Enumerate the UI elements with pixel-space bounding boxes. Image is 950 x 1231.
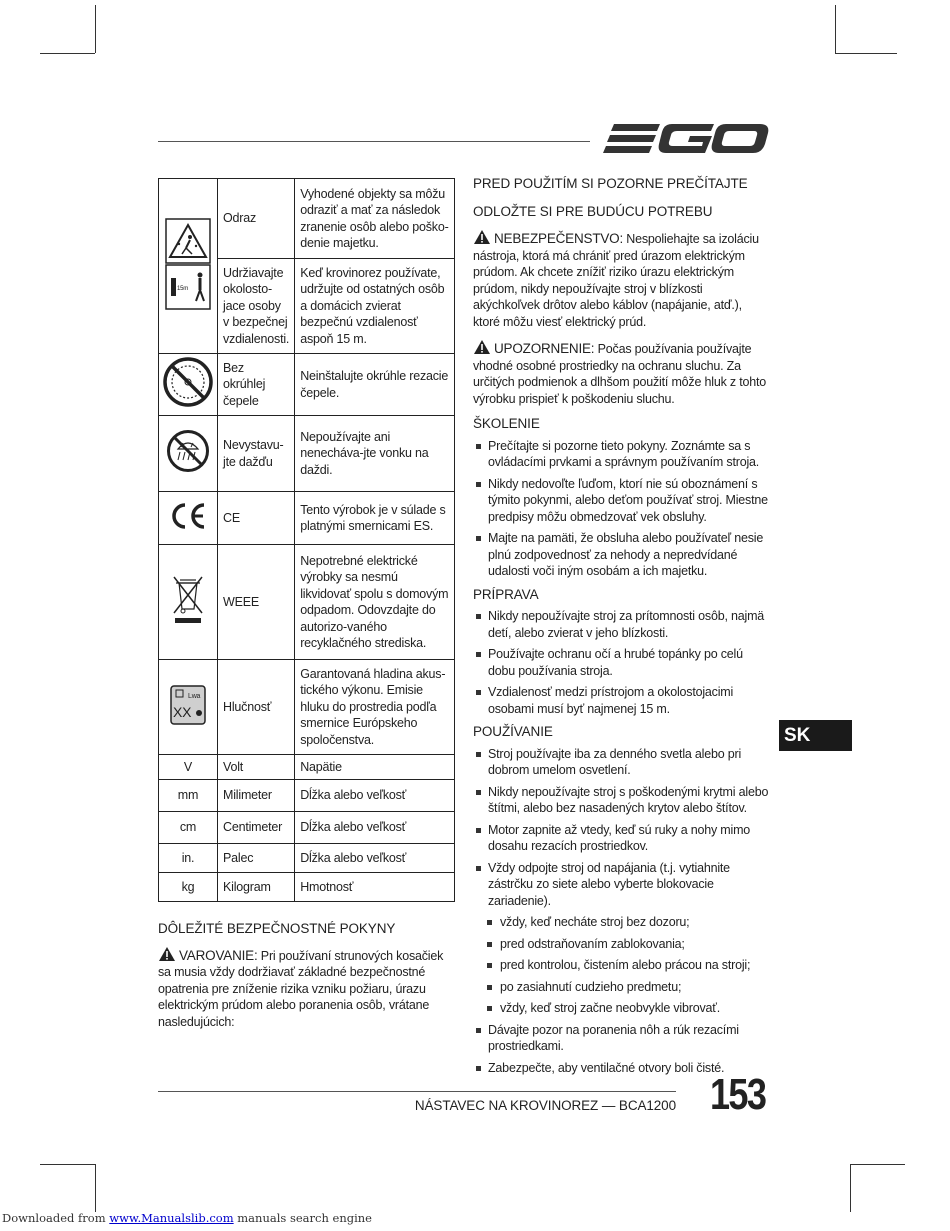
unit-symbol: mm (159, 780, 218, 812)
preparation-heading: PRÍPRAVA (473, 586, 539, 602)
table-row (159, 780, 455, 812)
list-item: Stroj používajte iba za denného svetla alebo pri dobrom umelom osvetlení. (473, 746, 770, 779)
unit-name: Centimeter (218, 812, 295, 844)
caution-text: Počas používania používajte vhodné osobné prostriedky na ochranu sluchu. Za určitých podmienok a dlhšom použití môže hluk z tohto výrobku prispieť k poškodeniu sluchu. (473, 342, 767, 406)
crop-mark (835, 53, 897, 54)
row-name: Udržiavajte okolosto-jace osoby v bezpečnej vzdialenosti. (218, 259, 295, 354)
list-item: Nikdy nepoužívajte stroj za prítomnosti osôb, najmä detí, alebo zvierat v jeho blízkosti. (473, 608, 770, 641)
unit-symbol: cm (159, 812, 218, 844)
manualslib-link[interactable]: www.Manualslib.com (109, 1211, 234, 1225)
row-name: Odraz (218, 179, 295, 259)
warning-label: VAROVANIE: (179, 947, 258, 963)
ce-mark-icon (168, 501, 208, 531)
crop-mark (95, 1164, 96, 1212)
unit-name: Volt (218, 755, 295, 780)
icon-cell (159, 660, 218, 755)
crop-mark (850, 1164, 905, 1165)
row-name: Bez okrúhlej čepele (218, 354, 295, 416)
safety-heading: DÔLEŽITÉ BEZPEČNOSTNÉ POKYNY (158, 921, 396, 936)
page-number: 153 (710, 1070, 766, 1119)
icon-cell (159, 354, 218, 416)
list-item: Vždy odpojte stroj od napájania (t.j. vytiahnite zástrčku zo siete alebo vyberte blokovacie zariadenie). (473, 860, 770, 910)
list-item: pred kontrolou, čistením alebo prácou na stroji; (473, 957, 770, 974)
row-desc: Tento výrobok je v súlade s platnými smernicami ES. (295, 492, 455, 545)
unit-symbol: kg (159, 873, 218, 902)
table-row (159, 545, 455, 660)
download-prefix: Downloaded from (2, 1211, 110, 1225)
weee-bin-icon (170, 575, 206, 625)
danger-triangle-icon (473, 229, 491, 245)
footer-rule (158, 1091, 676, 1092)
caution-triangle-icon (473, 339, 491, 355)
usage-sublist (473, 914, 770, 1017)
table-row (159, 844, 455, 873)
svg-text:15m: 15m (177, 285, 189, 292)
list-item: Motor zapnite až vtedy, keď sú ruky a nohy mimo dosahu rezacích prostriedkov. (473, 822, 770, 855)
row-desc: Keď krovinorez používate, udržujte od ostatných osôb a domácich zvierat bezpečnú vzdialenosť aspoň 15 m. (295, 259, 455, 354)
icon-cell (159, 545, 218, 660)
list-item: pred odstraňovaním zablokovania; (473, 936, 770, 953)
usage-list (473, 746, 770, 910)
unit-name: Milimeter (218, 780, 295, 812)
table-row (159, 873, 455, 902)
list-item: Vzdialenosť medzi prístrojom a okolostojacimi osobami musí byť najmenej 15 m. (473, 684, 770, 717)
symbols-table (158, 178, 455, 902)
crop-mark (850, 1164, 851, 1212)
list-item: Majte na pamäti, že obsluha alebo používateľ nesie plnú zodpovednosť za nehody a nepredvídané udalosti voči iným osobám a ich majetku. (473, 530, 770, 580)
crop-mark (40, 53, 95, 54)
crop-mark (40, 1164, 95, 1165)
row-name: CE (218, 492, 295, 545)
svg-text:XX: XX (173, 703, 192, 720)
usage-list-continued (473, 1022, 770, 1077)
svg-text:Lwa: Lwa (188, 692, 201, 700)
list-item: vždy, keď stroj začne neobvykle vibrovať. (473, 1000, 770, 1017)
list-item: Používajte ochranu očí a hrubé topánky po celú dobu používania stroja. (473, 646, 770, 679)
row-name: WEEE (218, 545, 295, 660)
row-desc: Garantovaná hladina akus-tického výkonu. Emisie hluku do prostredia podľa smernice Európskeho spoločenstva. (295, 660, 455, 755)
unit-name: Palec (218, 844, 295, 873)
caution-label: UPOZORNENIE: (494, 341, 595, 356)
warning-triangle-icon (158, 946, 176, 962)
language-tab: SK (779, 720, 852, 751)
unit-desc: Dĺžka alebo veľkosť (295, 844, 455, 873)
icon-cell (159, 492, 218, 545)
no-circular-blades-icon (162, 356, 214, 408)
right-column (473, 176, 770, 1081)
training-list (473, 438, 770, 580)
list-item: Prečítajte si pozorne tieto pokyny. Zoznámte sa s ovládacími prvkami a správnym používaním stroja. (473, 438, 770, 471)
thrown-objects-icon (165, 218, 211, 310)
table-row (159, 179, 455, 259)
icon-cell (159, 179, 218, 354)
unit-symbol: in. (159, 844, 218, 873)
unit-desc: Dĺžka alebo veľkosť (295, 780, 455, 812)
safety-instructions (158, 921, 455, 1030)
caution-paragraph (473, 339, 770, 407)
table-row (159, 755, 455, 780)
list-item: Nikdy nedovoľte ľuďom, ktorí nie sú oboznámení s týmito pokynmi, alebo deťom používať stroj. Miestne predpisy môžu obmedzovať vek obsluhy. (473, 476, 770, 526)
footer-title: NÁSTAVEC NA KROVINOREZ — BCA1200 (414, 1098, 676, 1113)
warning-text: Pri používaní strunových kosačiek sa musia vždy dodržiavať základné bezpečnostné opatrenia pre zníženie rizika vzniku požiaru, úrazu elektrickým prúdom alebo poranenia osôb, vrátane nasledujúcich: (158, 948, 444, 1029)
preparation-list (473, 608, 770, 717)
download-suffix: manuals search engine (233, 1211, 372, 1225)
header-rule (158, 141, 590, 142)
noise-level-icon (170, 685, 206, 725)
unit-desc: Dĺžka alebo veľkosť (295, 812, 455, 844)
read-before-use-heading: PRED POUŽITÍM SI POZORNE PREČÍTAJTE (473, 176, 748, 191)
list-item: Nikdy nepoužívajte stroj s poškodenými krytmi alebo štítmi, alebo bez nasadených krytov alebo štítov. (473, 784, 770, 817)
unit-symbol: V (159, 755, 218, 780)
warning-paragraph (158, 946, 455, 1031)
unit-desc: Napätie (295, 755, 455, 780)
save-instructions-heading: ODLOŽTE SI PRE BUDÚCU POTREBU (473, 203, 713, 219)
download-notice (2, 1211, 372, 1225)
row-name: Nevystavu-jte dažďu (218, 416, 295, 492)
row-desc: Nepotrebné elektrické výrobky sa nesmú likvidovať spolu s domovým odpadom. Odovzdajte do autorizo-vaného recyklačného strediska. (295, 545, 455, 660)
row-desc: Nepoužívajte ani nenecháva-jte vonku na daždi. (295, 416, 455, 492)
unit-name: Kilogram (218, 873, 295, 902)
row-desc: Neinštalujte okrúhle rezacie čepele. (295, 354, 455, 416)
table-row (159, 660, 455, 755)
table-row (159, 812, 455, 844)
row-name: Hlučnosť (218, 660, 295, 755)
usage-heading: POUŽÍVANIE (473, 724, 553, 739)
crop-mark (835, 5, 836, 53)
table-row (159, 492, 455, 545)
list-item: po zasiahnutí cudzieho predmetu; (473, 979, 770, 996)
row-desc: Vyhodené objekty sa môžu odraziť a mať za následok zranenie osôb alebo poško-denie majetku. (295, 179, 455, 259)
danger-text: Nespoliehajte sa izoláciu nástroja, ktorá má chrániť pred úrazom elektrickým prúdom. Ak chcete znížiť riziko úrazu elektrickým prúdom, nikdy nepoužívajte stroj v blízkosti akýchkoľvek drôtov alebo káblov (napájanie, atď.), ktoré môžu viesť elektrický prúd. (473, 232, 759, 329)
list-item: Dávajte pozor na poranenia nôh a rúk rezacími prostriedkami. (473, 1022, 770, 1055)
unit-desc: Hmotnosť (295, 873, 455, 902)
list-item: Zabezpečte, aby ventilačné otvory boli čisté. (473, 1060, 770, 1077)
table-row (159, 354, 455, 416)
no-rain-icon (166, 429, 210, 473)
table-row (159, 416, 455, 492)
danger-paragraph (473, 229, 770, 330)
ego-logo (602, 120, 770, 160)
crop-mark (95, 5, 96, 53)
training-heading: ŠKOLENIE (473, 416, 540, 431)
icon-cell (159, 416, 218, 492)
danger-label: NEBEZPEČENSTVO: (494, 231, 624, 246)
list-item: vždy, keď necháte stroj bez dozoru; (473, 914, 770, 931)
